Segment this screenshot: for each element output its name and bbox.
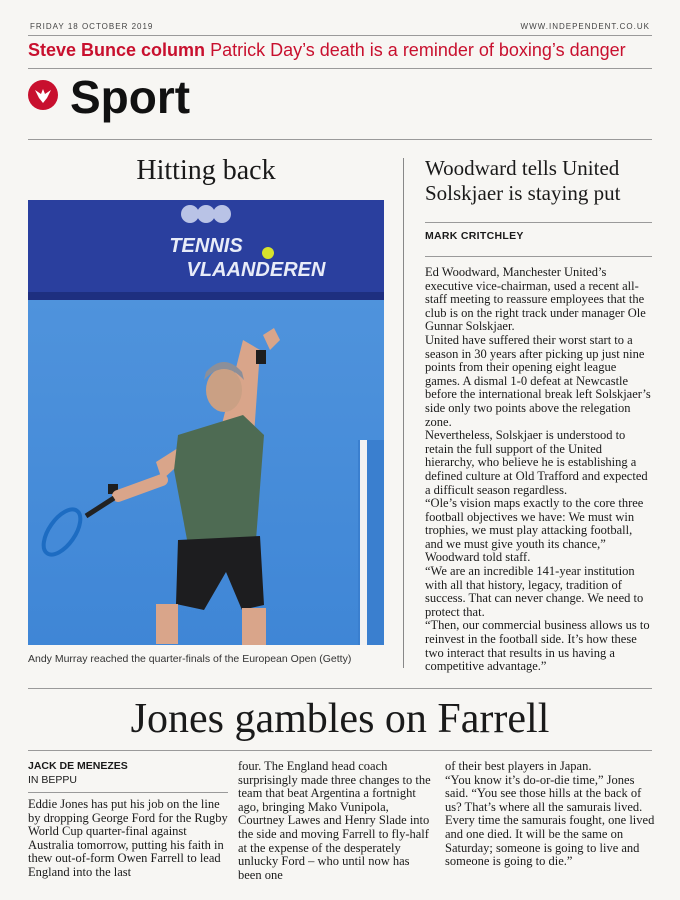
jones-column-3 [445,760,655,869]
promo-text: Patrick Day’s death is a reminder of boxing’s danger [210,40,626,60]
divider [28,139,652,140]
divider [28,35,652,36]
tennis-photo [28,200,384,645]
divider [28,792,228,793]
woodward-article-body [425,266,653,674]
jones-headline[interactable]: Jones gambles on Farrell [130,696,550,742]
divider [28,750,652,751]
tennis-ball [262,247,274,259]
independent-eagle-logo [28,80,58,110]
paragraph: “Ole’s vision maps exactly to the core three football objectives we have: We must win trophies, we must play attacking football, and we must give youth its chance,” Woodward told staff. [425,496,644,565]
paragraph: Nevertheless, Solskjaer is understood to retain the full support of the United hierarchy, who believe he is establishing a defined culture at Old Trafford and expected a difficult season regardless. [425,428,648,497]
promo-line[interactable] [28,40,626,61]
divider [28,68,652,69]
jones-byline: JACK DE MENEZES [28,760,128,772]
banner-text-vlaanderen: VLAANDEREN [186,259,326,281]
banner-text-tennis: TENNIS [169,235,243,257]
paragraph: United have suffered their worst start to a season in 30 years after picking up just nine points from their opening eight league games. A dismal 1-0 defeat at Newcastle before the international break left Solskjaer’s side only two points above the relegation zone. [425,332,651,429]
edition-date: FRIDAY 18 OCTOBER 2019 [30,22,154,31]
paragraph: of their best players in Japan. [445,759,592,773]
paragraph: four. The England head coach surprisingly made three changes to the team that beat Argentina a fortnight ago, bringing Mako Vunipola, Courtney Lawes and Henry Slade into the side and moving Farrell to fly-half at the expense of the desperately unlucky Ford – who until now has been one [238,759,431,882]
jones-column-1 [28,798,228,880]
jones-dateline: IN BEPPU [28,774,78,786]
promo-label: Steve Bunce column [28,40,206,60]
divider [425,256,652,257]
site-url: WWW.INDEPENDENT.CO.UK [520,22,650,31]
column-divider [403,158,404,668]
paragraph: “You know it’s do-or-die time,” Jones said. “You see those hills at the back of us? That’s where all the samurais lived. Every time the samurais fought, one lived and one died. It will be the same on Saturday; someone is going to live and someone is going to die.” [445,772,655,869]
photo-caption: Andy Murray reached the quarter-finals of the European Open (Getty) [28,653,352,665]
paragraph: Eddie Jones has put his job on the line by dropping George Ford for the Rugby World Cup quarter-final against Australia tomorrow, putting his faith in thew out-of-form Owen Farrell to lead England into the last [28,797,228,879]
jones-column-2 [238,760,436,882]
divider [425,222,652,223]
woodward-headline[interactable]: Woodward tells United Solskjaer is staying put [425,156,621,205]
divider [28,688,652,689]
section-title: Sport [70,71,191,123]
paragraph: “We are an incredible 141-year institution with all that history, legacy, tradition of success. That can never change. We need to protect that. [425,564,644,619]
paragraph: “Then, our commercial business allows us to reinvest in the football side. It’s how these two interact that results in us having a competitive advantage.” [425,618,650,674]
photo-headline: Hitting back [136,155,276,186]
paragraph: Ed Woodward, Manchester United’s executive vice-chairman, used a recent all-staff meeting to reassure employees that the club is on the right track under manager Ole Gunnar Solskjaer. [425,265,646,334]
woodward-byline: MARK CRITCHLEY [425,230,524,242]
